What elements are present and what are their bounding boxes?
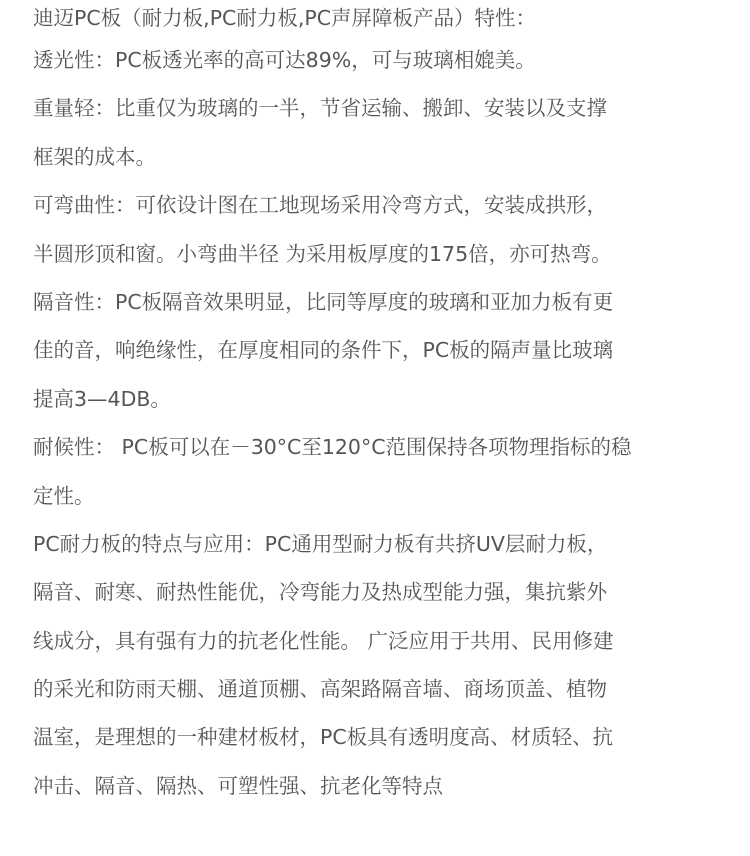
- text-line: 佳的音，响绝缘性，在厚度相同的条件下，PC板的隔声量比玻璃: [33, 338, 614, 363]
- text-line: 冲击、隔音、隔热、可塑性强、抗老化等特点: [33, 773, 443, 798]
- text-line: 隔音、耐寒、耐热性能优，冷弯能力及热成型能力强，集抗紫外: [33, 580, 607, 605]
- text-line: 线成分，具有强有力的抗老化性能。 广泛应用于共用、民用修建: [33, 628, 614, 653]
- text-line: 框架的成本。: [33, 144, 156, 169]
- text-line: 透光性：PC板透光率的高可达89%，可与玻璃相媲美。: [33, 48, 536, 72]
- text-line: 半圆形顶和窗。小弯曲半径 为采用板厚度的175倍，亦可热弯。: [33, 241, 612, 266]
- text-line: 重量轻：比重仅为玻璃的一半，节省运输、搬卸、安装以及支撑: [33, 96, 607, 121]
- text-line: 耐候性： PC板可以在－30°C至120°C范围保持各项物理指标的稳: [33, 435, 632, 460]
- text-line: 提高3—4DB。: [33, 386, 171, 411]
- text-line: 可弯曲性：可依设计图在工地现场采用冷弯方式，安装成拱形，: [33, 193, 607, 218]
- text-line: PC耐力板的特点与应用：PC通用型耐力板有共挤UV层耐力板，: [33, 531, 608, 556]
- text-line: 的采光和防雨天棚、通道顶棚、高架路隔音墙、商场顶盖、植物: [33, 677, 607, 702]
- product-description: [33, 0, 733, 810]
- text-line: 温室，是理想的一种建材板材，PC板具有透明度高、材质轻、抗: [33, 725, 614, 750]
- text-line: 定性。: [33, 483, 95, 508]
- text-line: 隔音性：PC板隔音效果明显，比同等厚度的玻璃和亚加力板有更: [33, 289, 614, 314]
- heading-line: 迪迈PC板（耐力板,PC耐力板,PC声屏障板产品）特性：: [33, 6, 537, 30]
